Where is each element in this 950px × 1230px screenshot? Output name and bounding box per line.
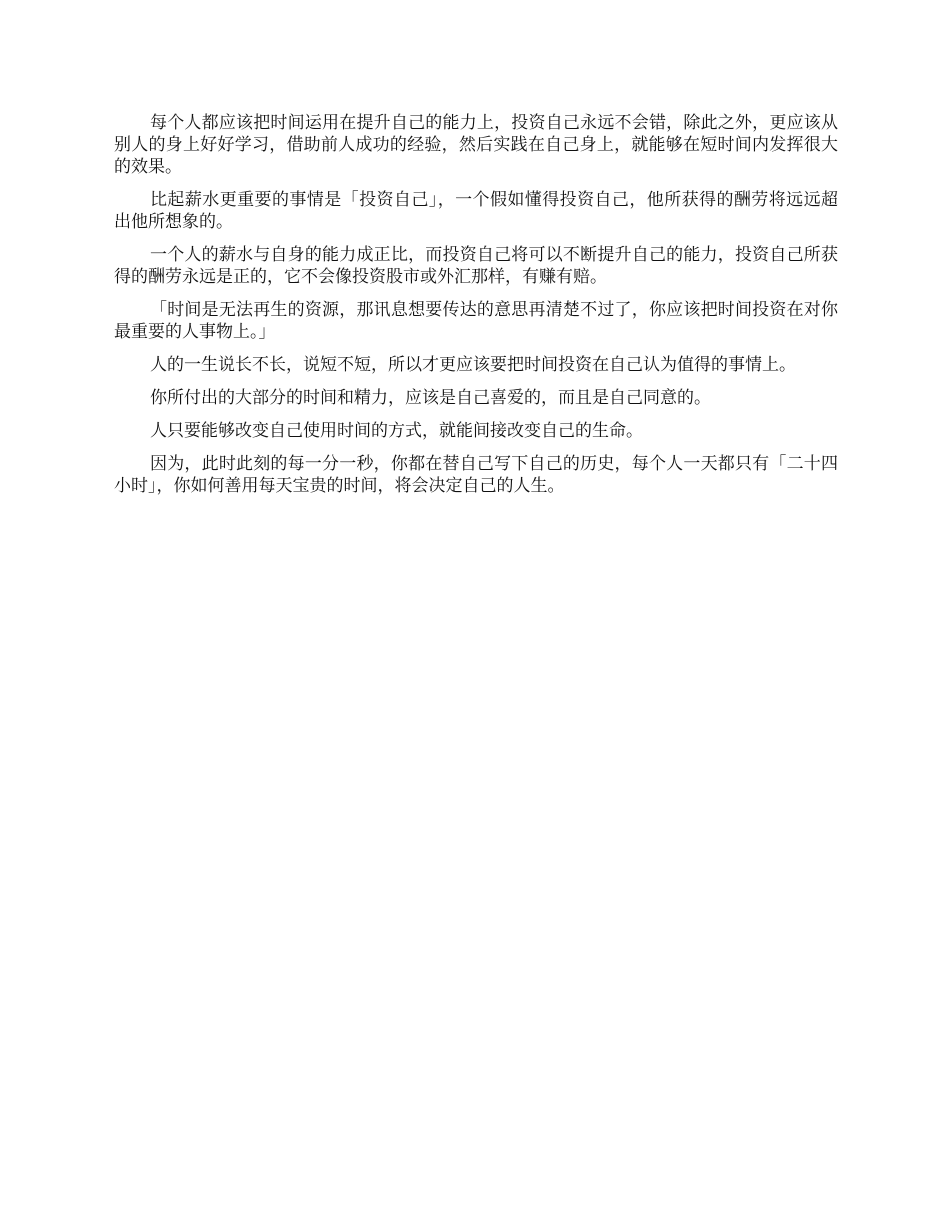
document-body <box>114 112 838 508</box>
paragraph-5: 人的一生说长不长，说短不短，所以才更应该要把时间投资在自己认为值得的事情上。 <box>150 355 796 375</box>
paragraph-4: 「时间是无法再生的资源，那讯息想要传达的意思再清楚不过了，你应该把时间投资在对你最重要的人事物上。」 <box>114 300 838 342</box>
paragraph-2: 比起薪水更重要的事情是「投资自己」，一个假如懂得投资自己，他所获得的酬劳将远远超出他所想象的。 <box>114 190 838 232</box>
paragraph-8: 因为，此时此刻的每一分一秒，你都在替自己写下自己的历史，每个人一天都只有「二十四小时」，你如何善用每天宝贵的时间，将会决定自己的人生。 <box>114 454 838 496</box>
paragraph-7: 人只要能够改变自己使用时间的方式，就能间接改变自己的生命。 <box>150 421 643 441</box>
paragraph-3: 一个人的薪水与自身的能力成正比，而投资自己将可以不断提升自己的能力，投资自己所获得的酬劳永远是正的，它不会像投资股市或外汇那样，有赚有赔。 <box>114 245 838 287</box>
paragraph-6: 你所付出的大部分的时间和精力，应该是自己喜爱的，而且是自己同意的。 <box>150 388 711 408</box>
paragraph-1: 每个人都应该把时间运用在提升自己的能力上，投资自己永远不会错，除此之外，更应该从别人的身上好好学习，借助前人成功的经验，然后实践在自己身上，就能够在短时间内发挥很大的效果。 <box>114 113 838 177</box>
